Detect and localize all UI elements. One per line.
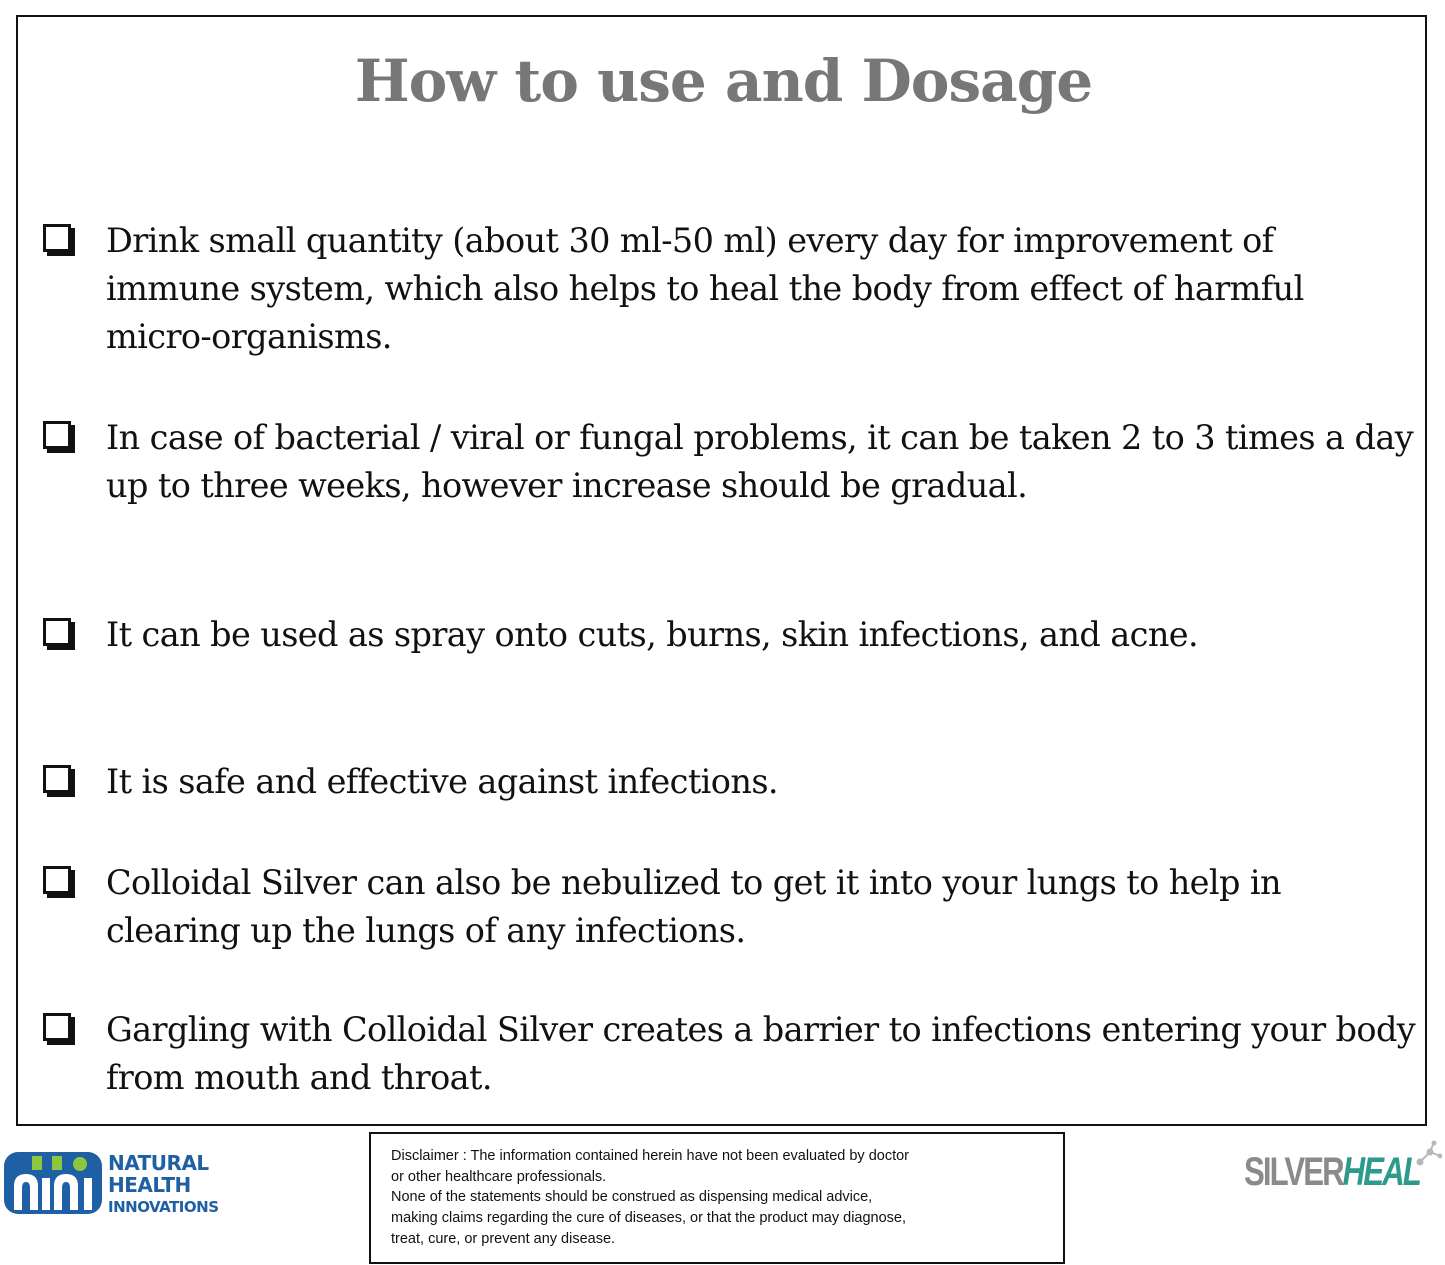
logo-left-line3: INNOVATIONS	[108, 1198, 219, 1216]
logo-left-text	[108, 1152, 219, 1218]
disclaimer-line: treat, cure, or prevent any disease.	[391, 1230, 616, 1247]
list-item-text: It is safe and effective against infections.	[106, 762, 778, 801]
logo-left-line1: NATURAL	[108, 1151, 209, 1175]
disclaimer-line: None of the statements should be construed as dispensing medical advice,	[391, 1189, 873, 1206]
list-item-text: Gargling with Colloidal Silver creates a barrier to infections entering your body from mouth and throat.	[106, 1010, 1416, 1097]
list-item-text: Drink small quantity (about 30 ml-50 ml) every day for improvement of immune system, which also helps to heal the body from effect of harmful micro-organisms.	[106, 221, 1304, 356]
checkbox-icon	[43, 421, 71, 449]
disclaimer-line: making claims regarding the cure of diseases, or that the product may diagnose,	[391, 1210, 907, 1227]
disclaimer-line: Disclaimer : The information contained herein have not been evaluated by doctor	[391, 1148, 910, 1164]
content-frame	[16, 15, 1427, 1126]
checkbox-icon	[43, 866, 71, 894]
page-title: How to use and Dosage	[354, 47, 1093, 115]
logo-right-part1: SILVER	[1244, 1150, 1343, 1194]
checkbox-icon	[43, 1013, 71, 1041]
list-item-text: In case of bacterial / viral or fungal problems, it can be taken 2 to 3 times a day up to three weeks, however increase should be gradual.	[106, 418, 1414, 505]
disclaimer-line: or other healthcare professionals.	[391, 1168, 607, 1185]
list-item-text: It can be used as spray onto cuts, burns, skin infections, and acne.	[106, 615, 1199, 654]
checkbox-icon	[43, 618, 71, 646]
checkbox-icon	[43, 765, 71, 793]
logo-left-line2: HEALTH	[108, 1173, 191, 1197]
logo-right-part2: HEAL	[1342, 1150, 1420, 1194]
checkbox-icon	[43, 224, 71, 252]
list-item-text: Colloidal Silver can also be nebulized to get it into your lungs to help in clearing up the lungs of any infections.	[106, 863, 1281, 950]
disclaimer-box	[369, 1132, 1065, 1264]
silverheal-logo	[1244, 1150, 1420, 1195]
